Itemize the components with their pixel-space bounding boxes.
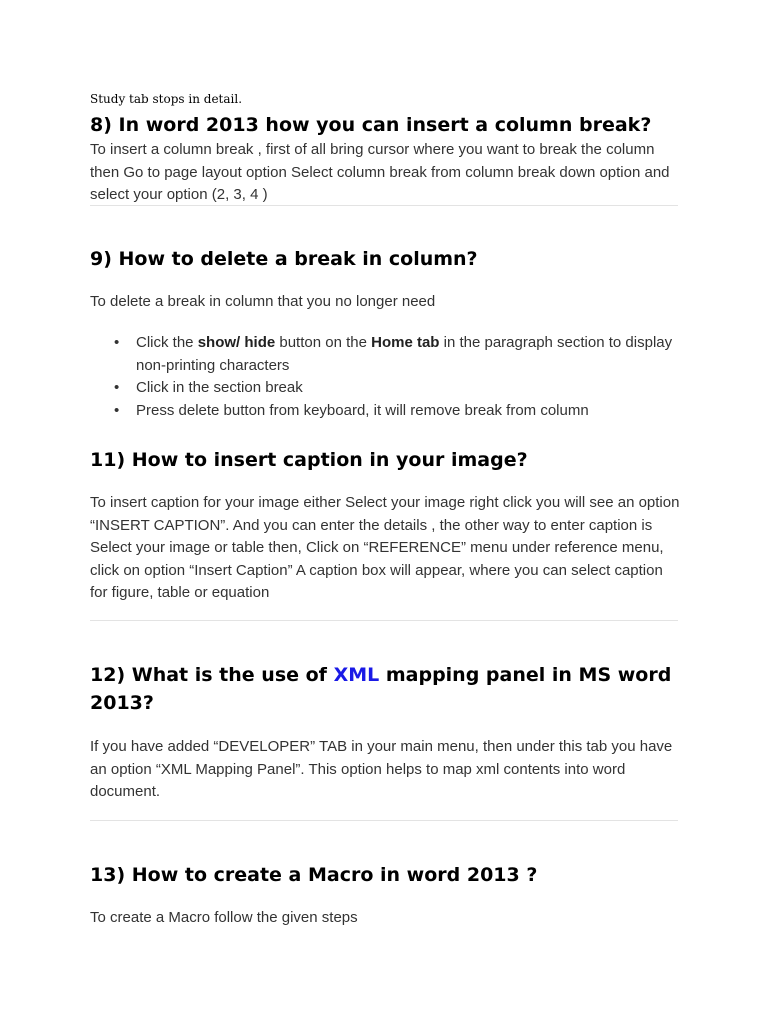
list-item-text: button on the <box>275 334 372 351</box>
list-item-text: in the paragraph section to display non-printing characters <box>136 334 673 374</box>
q8-body: To insert a column break , first of all bring cursor where you want to break the column then Go to page layout option Select column break from column break down option and select your option (2, 3, 4 ) <box>90 141 670 203</box>
q8-heading: 8) In word 2013 how you can insert a column break? <box>90 114 652 136</box>
q9-body: To delete a break in column that you no longer need <box>90 293 436 310</box>
divider <box>90 820 678 821</box>
home-tab-term: Home tab <box>371 334 440 351</box>
q12-body: If you have added “DEVELOPER” TAB in your main menu, then under this tab you have an option “XML Mapping Panel”. This option helps to map xml contents into word document. <box>90 738 673 800</box>
heading-text: 12) What is the use of <box>90 664 334 686</box>
q11-body: To insert caption for your image either Select your image right click you will see an option “INSERT CAPTION”. And you can enter the details , the other way to enter caption is Select your image or table then, Click on “REFERENCE” menu under reference menu, click on option “Insert Caption” A caption box will appear, where you can select caption for figure, table or equation <box>90 494 680 601</box>
divider <box>90 620 678 621</box>
divider <box>90 205 678 206</box>
q12-heading <box>90 661 680 717</box>
list-item-text: Click the <box>136 334 198 351</box>
list-item: • Press delete button from keyboard, it will remove break from column <box>136 400 680 423</box>
list-item <box>136 332 680 377</box>
list-item: • Click in the section break <box>136 377 680 400</box>
q9-heading: 9) How to delete a break in column? <box>90 248 478 270</box>
q13-body: To create a Macro follow the given steps <box>90 909 358 926</box>
q13-heading: 13) How to create a Macro in word 2013 ? <box>90 864 538 886</box>
intro-text: Study tab stops in detail. <box>90 92 243 106</box>
q11-heading: 11) How to insert caption in your image? <box>90 449 528 471</box>
xml-link[interactable]: XML <box>333 664 380 686</box>
heading-text: mapping panel in MS word 2013? <box>90 664 672 714</box>
q9-bullet-list <box>90 332 680 422</box>
show-hide-term: show/ hide <box>197 334 276 351</box>
